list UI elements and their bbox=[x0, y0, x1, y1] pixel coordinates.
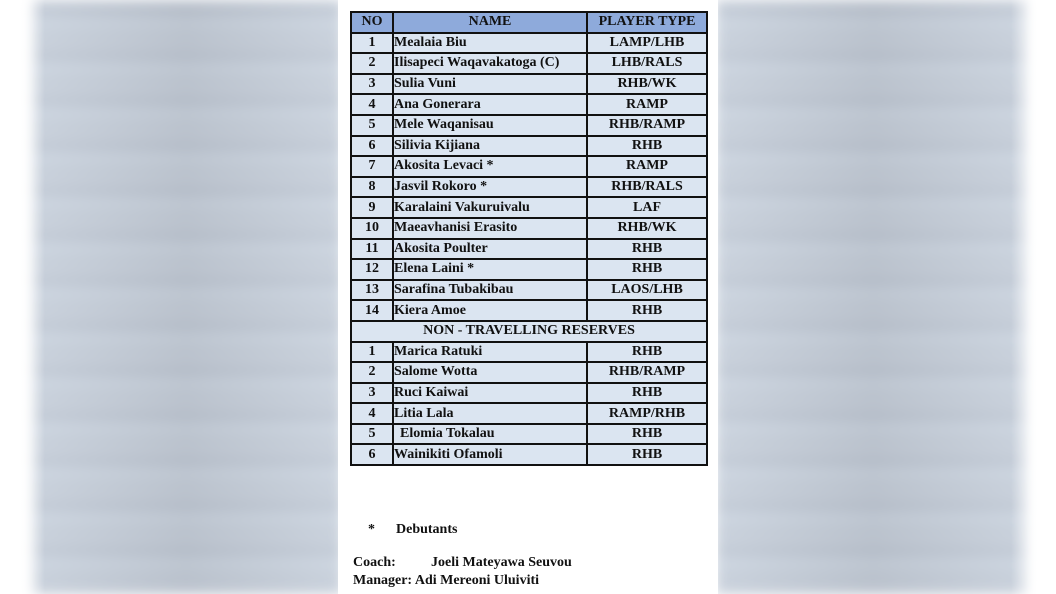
debutants-legend bbox=[368, 522, 457, 538]
table-row bbox=[351, 33, 707, 54]
reserve-name: Wainikiti Ofamoli bbox=[393, 444, 587, 465]
player-name: Elena Laini * bbox=[393, 259, 587, 280]
coach-label: Coach: bbox=[353, 555, 396, 570]
manager-name: Adi Mereoni Uluiviti bbox=[414, 573, 540, 588]
player-no: 13 bbox=[351, 280, 393, 301]
reserve-type: RHB bbox=[587, 424, 707, 445]
player-type: LAOS/LHB bbox=[587, 280, 707, 301]
header-player-type: PLAYER TYPE bbox=[587, 12, 707, 33]
reserve-name: Salome Wotta bbox=[393, 362, 587, 383]
player-no: 2 bbox=[351, 53, 393, 74]
table-row bbox=[351, 177, 707, 198]
player-type: RAMP bbox=[587, 94, 707, 115]
header-no: NO bbox=[351, 12, 393, 33]
player-no: 14 bbox=[351, 300, 393, 321]
edge-fade-left bbox=[0, 0, 45, 594]
blurred-background-left bbox=[30, 0, 342, 594]
roster-document bbox=[338, 0, 718, 594]
edge-fade-right bbox=[1011, 0, 1056, 594]
header-row bbox=[351, 12, 707, 33]
player-no: 11 bbox=[351, 239, 393, 260]
player-no: 1 bbox=[351, 33, 393, 54]
header-name: NAME bbox=[393, 12, 587, 33]
reserve-name: Litia Lala bbox=[393, 403, 587, 424]
table-row bbox=[351, 342, 707, 363]
player-name: Sarafina Tubakibau bbox=[393, 280, 587, 301]
player-name: Maeavhanisi Erasito bbox=[393, 218, 587, 239]
player-no: 6 bbox=[351, 136, 393, 157]
manager-line bbox=[353, 573, 539, 589]
manager-label: Manager: bbox=[353, 573, 413, 588]
player-type: RHB bbox=[587, 300, 707, 321]
player-type: LAMP/LHB bbox=[587, 33, 707, 54]
table-row bbox=[351, 136, 707, 157]
player-type: RHB/WK bbox=[587, 74, 707, 95]
section-row-reserves bbox=[351, 321, 707, 342]
player-name: Mealaia Biu bbox=[393, 33, 587, 54]
table-row bbox=[351, 197, 707, 218]
player-name: Silivia Kijiana bbox=[393, 136, 587, 157]
player-name: Sulia Vuni bbox=[393, 74, 587, 95]
table-row bbox=[351, 383, 707, 404]
table-row bbox=[351, 280, 707, 301]
reserve-name: Ruci Kaiwai bbox=[393, 383, 587, 404]
reserve-name: Elomia Tokalau bbox=[393, 424, 587, 445]
table-row bbox=[351, 424, 707, 445]
player-type: RHB bbox=[587, 136, 707, 157]
table-row bbox=[351, 300, 707, 321]
player-no: 4 bbox=[351, 94, 393, 115]
player-no: 8 bbox=[351, 177, 393, 198]
reserve-name: Marica Ratuki bbox=[393, 342, 587, 363]
player-type: RHB/RAMP bbox=[587, 115, 707, 136]
player-name: Kiera Amoe bbox=[393, 300, 587, 321]
reserve-type: RAMP/RHB bbox=[587, 403, 707, 424]
player-type: RHB/RALS bbox=[587, 177, 707, 198]
table-row bbox=[351, 94, 707, 115]
table-row bbox=[351, 74, 707, 95]
reserve-type: RHB/RAMP bbox=[587, 362, 707, 383]
roster-table bbox=[350, 11, 708, 466]
player-name: Ana Gonerara bbox=[393, 94, 587, 115]
table-row bbox=[351, 444, 707, 465]
player-name: Mele Waqanisau bbox=[393, 115, 587, 136]
player-type: RHB bbox=[587, 259, 707, 280]
player-type: RHB/WK bbox=[587, 218, 707, 239]
player-type: LAF bbox=[587, 197, 707, 218]
player-no: 10 bbox=[351, 218, 393, 239]
reserve-no: 1 bbox=[351, 342, 393, 363]
reserve-no: 3 bbox=[351, 383, 393, 404]
blurred-background-right bbox=[716, 0, 1030, 594]
table-row bbox=[351, 115, 707, 136]
reserve-no: 5 bbox=[351, 424, 393, 445]
reserve-type: RHB bbox=[587, 342, 707, 363]
reserve-type: RHB bbox=[587, 383, 707, 404]
table-row bbox=[351, 218, 707, 239]
player-type: RAMP bbox=[587, 156, 707, 177]
legend-label: Debutants bbox=[396, 522, 458, 537]
asterisk-symbol: * bbox=[368, 522, 375, 537]
reserves-section-title: NON - TRAVELLING RESERVES bbox=[351, 321, 707, 342]
player-no: 12 bbox=[351, 259, 393, 280]
player-name: Ilisapeci Waqavakatoga (C) bbox=[393, 53, 587, 74]
table-row bbox=[351, 403, 707, 424]
table-row bbox=[351, 53, 707, 74]
coach-line bbox=[353, 555, 572, 571]
player-no: 5 bbox=[351, 115, 393, 136]
table-row bbox=[351, 362, 707, 383]
reserve-type: RHB bbox=[587, 444, 707, 465]
player-name: Akosita Poulter bbox=[393, 239, 587, 260]
table-row bbox=[351, 239, 707, 260]
player-no: 3 bbox=[351, 74, 393, 95]
player-type: LHB/RALS bbox=[587, 53, 707, 74]
coach-name: Joeli Mateyawa Seuvou bbox=[431, 555, 572, 570]
reserve-no: 6 bbox=[351, 444, 393, 465]
reserve-no: 2 bbox=[351, 362, 393, 383]
player-no: 9 bbox=[351, 197, 393, 218]
player-name: Akosita Levaci * bbox=[393, 156, 587, 177]
player-name: Jasvil Rokoro * bbox=[393, 177, 587, 198]
table-row bbox=[351, 259, 707, 280]
player-type: RHB bbox=[587, 239, 707, 260]
reserve-no: 4 bbox=[351, 403, 393, 424]
player-no: 7 bbox=[351, 156, 393, 177]
table-row bbox=[351, 156, 707, 177]
player-name: Karalaini Vakuruivalu bbox=[393, 197, 587, 218]
